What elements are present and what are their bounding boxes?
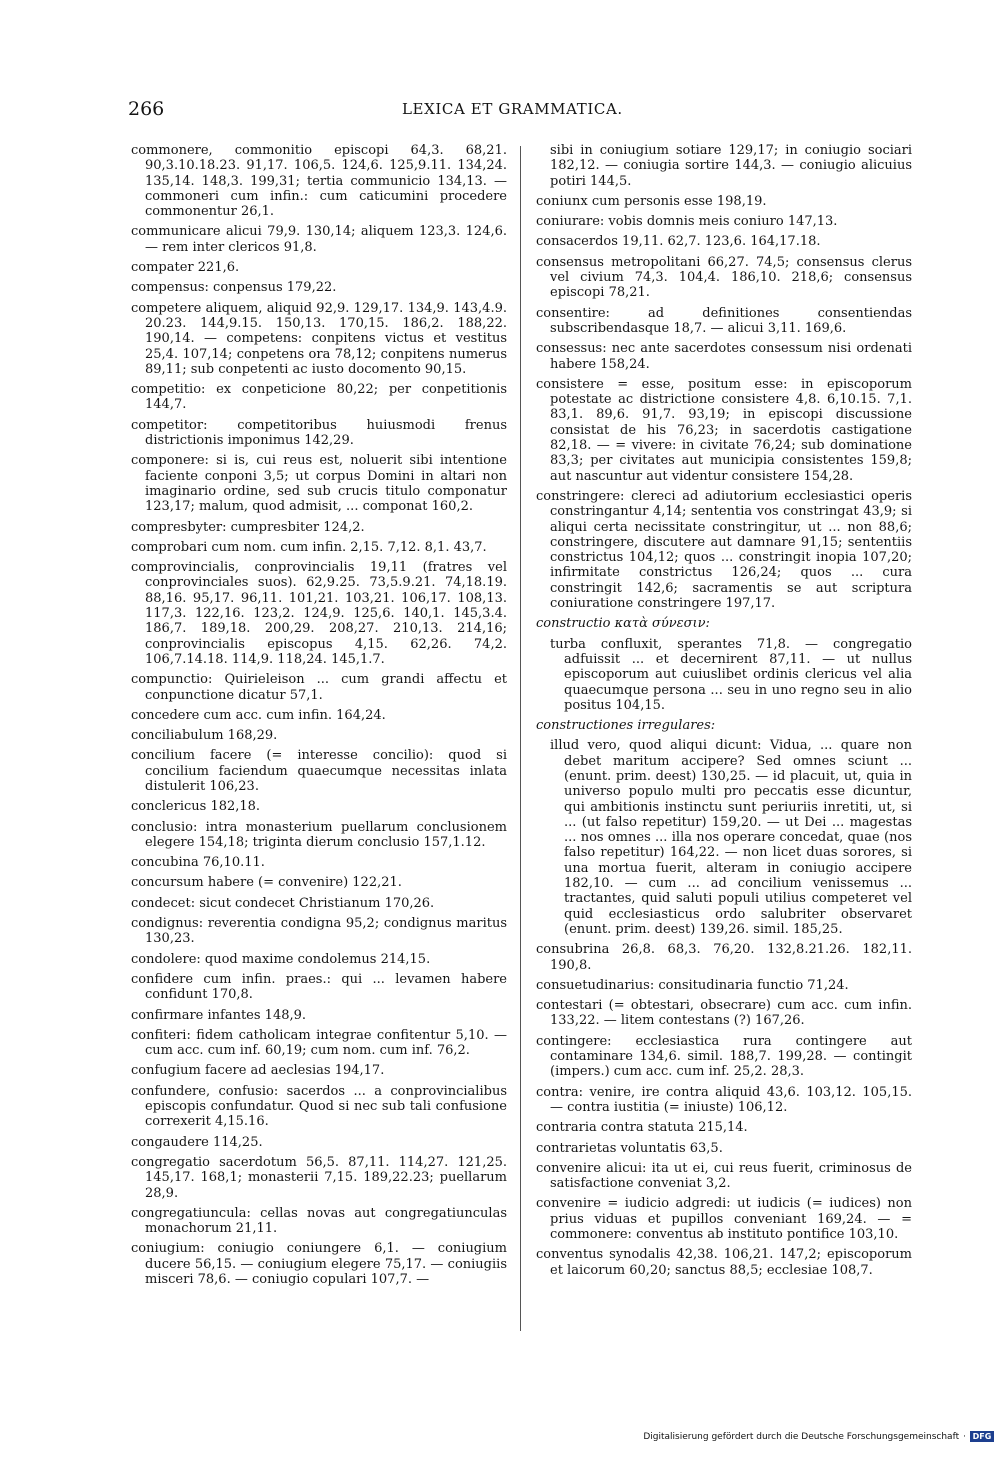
dictionary-entry: communicare alicui 79,9. 130,14; aliquem 123,3. 124,6. — rem inter clericos 91,8. [131, 224, 507, 255]
dictionary-entry: contra: venire, ire contra aliquid 43,6. 103,12. 105,15. — contra iustitia (= iniuste) 106,12. [536, 1084, 912, 1115]
dictionary-entry: contingere: ecclesiastica rura contingere aut contaminare 134,6. simil. 188,7. 199,28. — contingit (impers.) cum acc. cum inf. 25,2. 28,3. [536, 1033, 912, 1080]
dictionary-entry: conventus synodalis 42,38. 106,21. 147,2; episcoporum et laicorum 60,20; sanctus 88,5; ecclesiae 108,7. [536, 1247, 912, 1278]
dfg-logo-icon: DFG [970, 1431, 994, 1442]
dictionary-entry: consuetudinarius: consitudinaria functio 71,24. [536, 977, 849, 993]
dictionary-entry: turba confluxit, sperantes 71,8. — congregatio adfuissit ... et decernirent 87,11. — ut nullus episcoporum aut cuiuslibet ordinis clericus vel alia quaecumque persona ... seu in uno regno seu in alio positus 104,15. [550, 636, 912, 713]
footer-text: Digitalisierung gefördert durch die Deutsche Forschungsgemeinschaft [643, 1431, 960, 1442]
dictionary-entry: convenire alicui: ita ut ei, cui reus fuerit, criminosus de satisfactione conveniat 3,2. [536, 1160, 912, 1192]
dictionary-entry: congregatiuncula: cellas novas aut congregatiunculas monachorum 21,11. [131, 1205, 507, 1237]
right-column [536, 143, 912, 1283]
dictionary-entry: compresbyter: cumpresbiter 124,2. [131, 519, 365, 535]
dictionary-entry: consessus: nec ante sacerdotes consessum nisi ordenati habere 158,24. [536, 341, 912, 372]
left-column [131, 143, 507, 1292]
dictionary-entry: sibi in coniugium sotiare 129,17; in coniugio sociari 182,12. — coniugia sortire 144,3. — coniugio alicuius potiri 144,5. [550, 143, 912, 189]
column-divider [520, 146, 521, 1331]
dictionary-entry: conclericus 182,18. [131, 799, 261, 815]
dictionary-entry: condolere: quod maxime condolemus 214,15. [131, 951, 431, 967]
dictionary-entry: conclusio: intra monasterium puellarum conclusionem elegere 154,18; triginta dierum conclusio 157,1.12. [131, 819, 507, 850]
dictionary-entry: contrarietas voluntatis 63,5. [536, 1140, 723, 1156]
page-number: 266 [128, 98, 165, 120]
dictionary-entry: competitio: ex conpeticione 80,22; per conpetitionis 144,7. [131, 382, 507, 413]
dictionary-entry: concedere cum acc. cum infin. 164,24. [131, 707, 386, 723]
dictionary-entry: competere aliquem, aliquid 92,9. 129,17. 134,9. 143,4.9. 20.23. 144,9.15. 150,13. 170,15. 186,2. 188,22. 190,14. — competens: conpitens victus et vestitus 25,4. 107,14; conpetens ora 78,12; conpitens numerus 89,11; sub conpetenti ac iusto docomento 90,15. [131, 300, 507, 377]
dictionary-entry: competitor: competitoribus huiusmodi frenus districtionis imponimus 142,29. [131, 417, 507, 449]
dictionary-entry: consubrina 26,8. 68,3. 76,20. 132,8.21.26. 182,11. 190,8. [536, 942, 912, 973]
dictionary-entry: consensus metropolitani 66,27. 74,5; consensus clerus vel civium 74,3. 104,4. 186,10. 218,6; consensus episcopi 78,21. [536, 254, 912, 301]
dictionary-entry: coniunx cum personis esse 198,19. [536, 193, 767, 209]
dictionary-entry: confugium facere ad aeclesias 194,17. [131, 1063, 385, 1079]
footer [643, 1431, 994, 1442]
section-heading: constructiones irregulares: [536, 718, 716, 734]
dictionary-entry: comprobari cum nom. cum infin. 2,15. 7,12. 8,1. 43,7. [131, 539, 487, 555]
dictionary-entry: congregatio sacerdotum 56,5. 87,11. 114,27. 121,25. 145,17. 168,1; monasterii 7,15. 189,22.23; puellarum 28,9. [131, 1154, 507, 1201]
section-heading: constructio κατὰ σύνεσιν: [536, 616, 710, 632]
dictionary-entry: conciliabulum 168,29. [131, 728, 278, 744]
dictionary-entry: consentire: ad definitiones consentiendas subscribendasque 18,7. — alicui 3,11. 169,6. [536, 305, 912, 336]
dictionary-entry: confundere, confusio: sacerdos ... a conprovincialibus episcopis confundatur. Quod si nec sub tali confusione correxerit 4,15.16. [131, 1083, 507, 1130]
dictionary-entry: constringere: clereci ad adiutorium ecclesiastici operis constringantur 4,14; sententia vos constringat 43,9; si aliqui certa necissitate constringitur, ut ... non 88,6; constringere, discutere aut damnare 91,15; sententiis constrictus 104,12; quos ... constringit inopia 107,20; infirmitate constrictus 126,24; quos ... cura constringit 142,6; sacramentis se aut scriptura coniuratione constringere 197,17. [536, 488, 912, 612]
dictionary-entry: consacerdos 19,11. 62,7. 123,6. 164,17.18. [536, 234, 821, 250]
dictionary-entry: illud vero, quod aliqui dicunt: Vidua, ... quare non debet maritum accipere? Sed omnes sciunt ... (enunt. prim. deest) 130,25. — id placuit, ut, quia in universo populo multi pro peccatis esse dicuntur, qui ambitionis instinctu sunt periuriis inretiti, ut, si ... (ut falso repetitur) 159,20. — ut Dei ... magestas ... nos omnes ... illa nos operare concedat, quae (nos falso repetitur) 164,22. — non licet duas sorores, si una mortua fuerit, alteram in coniugio accipere 182,10. — cum ... ad concilium venissemus ... tractantes, quid saluti populi utilius competeret vel quid ecclesiasticus ordo salubriter observaret (enunt. prim. deest) 139,26. simil. 185,25. [550, 738, 912, 937]
dictionary-entry: compensus: conpensus 179,22. [131, 280, 337, 296]
dictionary-entry: convenire = iudicio adgredi: ut iudicis (= iudices) non prius viduas et pupillos conveniant 169,24. — = commonere: conventus ab instituto pontifice 103,10. [536, 1196, 912, 1242]
dictionary-entry: concubina 76,10.11. [131, 855, 265, 871]
dictionary-entry: commonere, commonitio episcopi 64,3. 68,21. 90,3.10.18.23. 91,17. 106,5. 124,6. 125,9.11. 134,24. 135,14. 148,3. 199,31; tertia communicio 134,13. — commoneri cum infin.: cum caticumini procedere commonentur 26,1. [131, 143, 507, 220]
dictionary-entry: coniurare: vobis domnis meis coniuro 147,13. [536, 214, 838, 230]
dictionary-entry: concilium facere (= interesse concilio): quod si concilium faciendum quaecumque necessitas inlata distulerit 106,23. [131, 748, 507, 794]
dictionary-entry: compunctio: Quirieleison ... cum grandi affectu et conpunctione dicatur 57,1. [131, 672, 507, 703]
dictionary-entry: concursum habere (= convenire) 122,21. [131, 875, 402, 891]
dictionary-entry: condecet: sicut condecet Christianum 170,26. [131, 895, 435, 911]
dictionary-entry: confidere cum infin. praes.: qui ... levamen habere confidunt 170,8. [131, 971, 507, 1003]
dictionary-entry: consistere = esse, positum esse: in episcoporum potestate ac districtione consistere 4,8. 6,10.15. 7,1. 83,1. 89,6. 91,7. 93,19; in episcopi discussione consistat de his 76,23; in sacerdotis castigatione 82,18. — = vivere: in civitate 76,24; sub dominatione 83,3; per civitates aut municipia consistentes 159,8; aut nascuntur aut videntur consistere 154,28. [536, 376, 912, 484]
dictionary-entry: coniugium: coniugio coniungere 6,1. — coniugium ducere 56,15. — coniugium elegere 75,17. — coniugiis misceri 78,6. — coniugio copulari 107,7. — [131, 1241, 507, 1287]
dictionary-entry: compater 221,6. [131, 260, 240, 276]
dictionary-entry: confiteri: fidem catholicam integrae confitentur 5,10. — cum acc. cum inf. 60,19; cum nom. cum inf. 76,2. [131, 1027, 507, 1059]
dictionary-entry: condignus: reverentia condigna 95,2; condignus maritus 130,23. [131, 916, 507, 947]
page-header [0, 98, 1000, 122]
dictionary-entry: contraria contra statuta 215,14. [536, 1120, 748, 1136]
dictionary-entry: confirmare infantes 148,9. [131, 1007, 307, 1023]
dictionary-entry: comprovincialis, conprovincialis 19,11 (fratres vel conprovinciales suos). 62,9.25. 73,5.9.21. 74,18.19. 88,16. 95,17. 96,11. 101,21. 103,21. 106,17. 108,13. 117,3. 122,16. 123,2. 124,9. 125,6. 140,1. 145,3.4. 186,7. 189,18. 200,29. 208,27. 210,13. 214,16; conprovincialis episcopus 4,15. 62,26. 74,2. 106,7.14.18. 114,9. 118,24. 145,1.7. [131, 560, 507, 667]
running-title: LEXICA ET GRAMMATICA. [402, 100, 623, 118]
dictionary-entry: congaudere 114,25. [131, 1134, 263, 1150]
dictionary-entry: contestari (= obtestari, obsecrare) cum acc. cum infin. 133,22. — litem contestans (?) 167,26. [536, 998, 912, 1029]
dictionary-entry: componere: si is, cui reus est, noluerit sibi intentione faciente conponi 3,5; ut corpus Domini in altari non imaginario ordine, sed sub crucis titulo componatur 123,17; malum, quod admisit, ... componat 160,2. [131, 453, 507, 515]
footer-sep: · [963, 1431, 966, 1442]
